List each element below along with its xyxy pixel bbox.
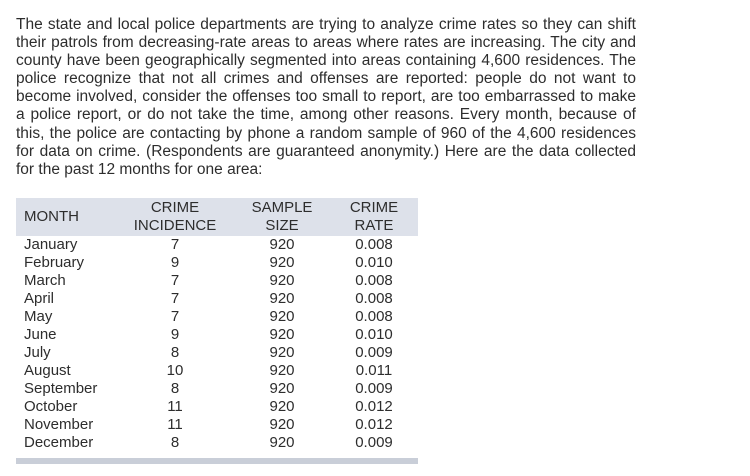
header-month-label: MONTH [24, 208, 79, 225]
cell-month: May [24, 308, 53, 325]
table-row [16, 434, 418, 452]
cell-rate: 0.010 [355, 254, 393, 271]
cell-rate: 0.008 [355, 308, 393, 325]
cell-incidence: 8 [170, 344, 180, 361]
table-row [16, 254, 418, 272]
cell-rate: 0.012 [355, 398, 393, 415]
table-body [16, 236, 418, 452]
cell-sample-size: 920 [269, 290, 295, 307]
cell-incidence: 11 [167, 398, 183, 415]
cell-incidence: 7 [170, 272, 180, 289]
table-row [16, 308, 418, 326]
problem-paragraph: The state and local police departments are trying to analyze crime rates so they can shift their patrols from decreasing-rate areas to areas where rates are increasing. The city and county have been geographically segmented into areas containing 4,600 residences. The police recognize that not all crimes and offenses are reported: people do not want to become involved, consider the offenses too small to report, are too embarrassed to make a police report, or do not take the time, among other reasons. Every month, because of this, the police are contacting by phone a random sample of 960 of the 4,600 residences for data on crime. (Respondents are guaranteed anonymity.) Here are the data collected for the past 12 months for one area: [16, 16, 636, 178]
table-header [16, 198, 418, 236]
cell-month: July [24, 344, 51, 361]
cell-incidence: 8 [170, 380, 180, 397]
header-size-line1: SAMPLE [251, 199, 313, 216]
cell-incidence: 7 [170, 236, 180, 253]
cell-rate: 0.009 [355, 344, 393, 361]
cell-month: March [24, 272, 66, 289]
cell-incidence: 9 [170, 254, 180, 271]
table-row [16, 236, 418, 254]
cell-incidence: 10 [166, 362, 184, 379]
header-sample-size [234, 198, 330, 236]
cell-rate: 0.011 [355, 362, 393, 379]
header-month [16, 198, 116, 236]
cell-incidence: 7 [170, 290, 180, 307]
header-rate-line1: CRIME [349, 199, 399, 216]
cell-rate: 0.012 [355, 416, 393, 433]
cell-incidence: 8 [170, 434, 180, 451]
cell-sample-size: 920 [269, 362, 295, 379]
cell-rate: 0.009 [355, 380, 393, 397]
header-incidence-line1: CRIME [150, 199, 200, 216]
cell-month: September [24, 380, 98, 397]
cell-month: January [24, 236, 78, 253]
cell-sample-size: 920 [269, 434, 295, 451]
table-row [16, 272, 418, 290]
table-row [16, 416, 418, 434]
header-crime-rate [330, 198, 418, 236]
table-row [16, 398, 418, 416]
cell-month: August [24, 362, 71, 379]
cell-rate: 0.009 [355, 434, 393, 451]
cell-incidence: 9 [170, 326, 180, 343]
cell-month: April [24, 290, 55, 307]
header-size-line2: SIZE [265, 217, 299, 234]
cell-sample-size: 920 [269, 344, 295, 361]
cell-month: June [24, 326, 57, 343]
table-bottom-bar [16, 458, 418, 464]
table-row [16, 290, 418, 308]
cell-sample-size: 920 [269, 254, 295, 271]
table-row [16, 380, 418, 398]
header-crime-incidence [116, 198, 234, 236]
cell-incidence: 11 [167, 416, 183, 433]
table-row [16, 344, 418, 362]
cell-rate: 0.008 [355, 272, 393, 289]
cell-month: November [24, 416, 94, 433]
cell-rate: 0.008 [355, 236, 393, 253]
cell-rate: 0.008 [355, 290, 393, 307]
cell-sample-size: 920 [269, 308, 295, 325]
cell-rate: 0.010 [355, 326, 393, 343]
cell-sample-size: 920 [269, 380, 295, 397]
cell-month: October [24, 398, 78, 415]
cell-sample-size: 920 [269, 236, 295, 253]
cell-sample-size: 920 [269, 398, 295, 415]
table-row [16, 326, 418, 344]
cell-sample-size: 920 [269, 326, 295, 343]
cell-month: December [24, 434, 94, 451]
header-rate-line2: RATE [354, 217, 394, 234]
header-incidence-line2: INCIDENCE [133, 217, 217, 234]
cell-incidence: 7 [170, 308, 180, 325]
cell-sample-size: 920 [269, 272, 295, 289]
table-row [16, 362, 418, 380]
crime-data-table [16, 198, 418, 452]
cell-sample-size: 920 [269, 416, 295, 433]
cell-month: February [24, 254, 85, 271]
header-row [16, 198, 418, 236]
